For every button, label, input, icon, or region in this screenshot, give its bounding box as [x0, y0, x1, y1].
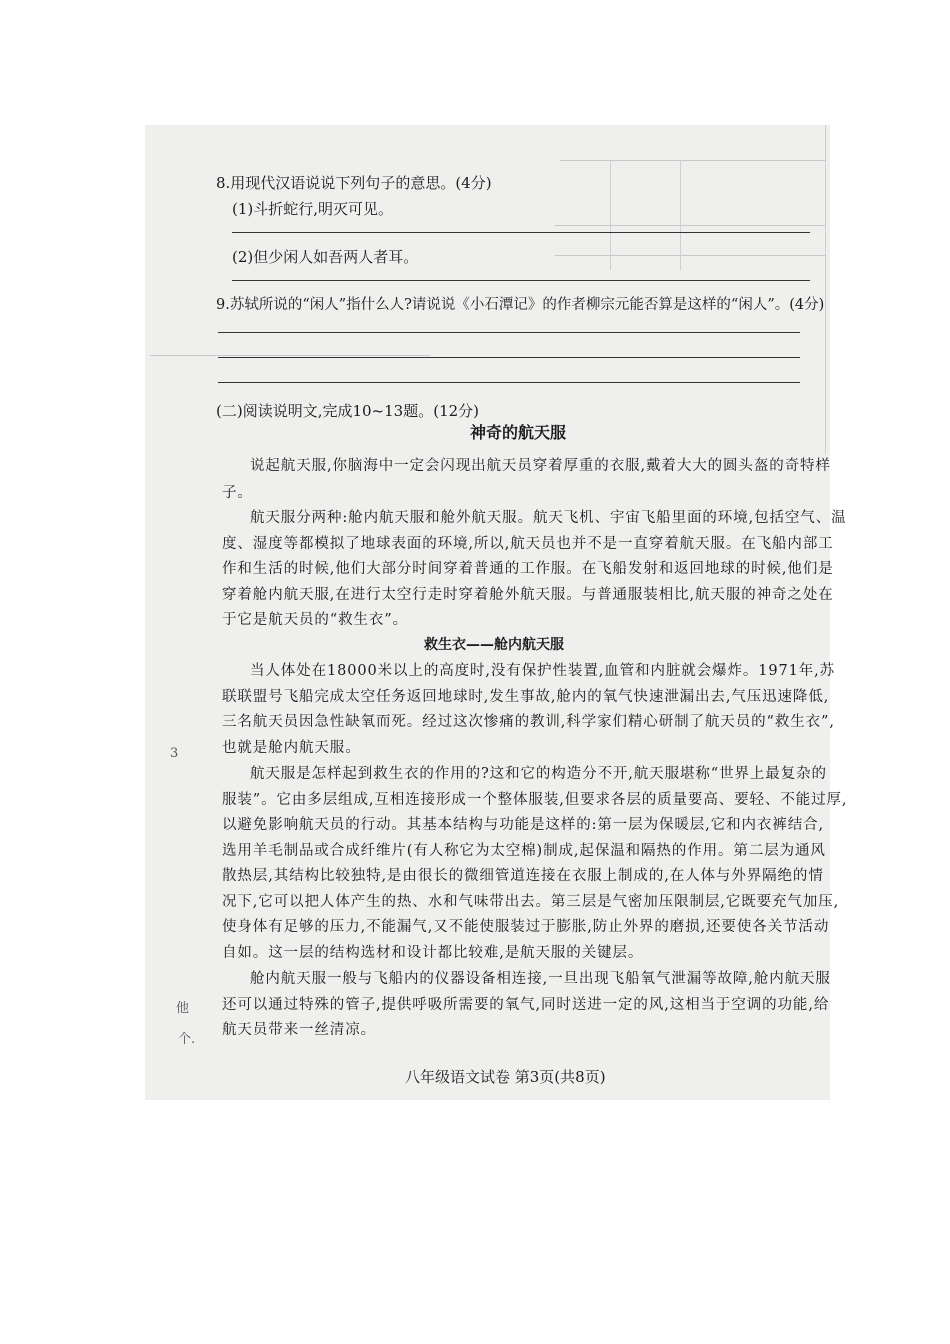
paragraph-line: 自如。这一层的结构选材和设计都比较难,是航天服的关键层。: [222, 945, 644, 961]
page-footer: 八年级语文试卷 第3页(共8页): [405, 1068, 606, 1086]
paragraph-line: 选用羊毛制品或合成纤维片(有人称它为太空棉)制成,起保温和隔热的作用。第二层为通风: [222, 843, 826, 859]
question-8-item-1: (1)斗折蛇行,明灭可见。: [232, 200, 394, 218]
paragraph-line: 三名航天员因急性缺氧而死。经过这次惨痛的教训,科学家们精心研制了航天员的“救生衣”,: [222, 714, 835, 730]
paragraph-line: 舱内航天服一般与飞船内的仪器设备相连接,一旦出现飞船氧气泄漏等故障,舱内航天服: [250, 971, 831, 987]
paragraph-line: 散热层,其结构比较独特,是由很长的微细管道连接在衣服上制成的,在人体与外界隔绝的情: [222, 868, 824, 884]
bleed-through-line: [555, 255, 825, 256]
paragraph-line: 还可以通过特殊的管子,提供呼吸所需要的氧气,同时送进一定的风,这相当于空调的功能,给: [222, 997, 830, 1013]
question-9-prompt: 9.苏轼所说的“闲人”指什么人?请说说《小石潭记》的作者柳宗元能否算是这样的“闲人”。(4分): [216, 297, 825, 313]
bleed-through-line: [150, 355, 430, 356]
paragraph-line: 况下,它可以把人体产生的热、水和气味带出去。第三层是气密加压限制层,它既要充气加压,: [222, 894, 840, 910]
paragraph-line: 当人体处在18000米以上的高度时,没有保护性装置,血管和内脏就会爆炸。1971年,苏: [250, 663, 836, 679]
answer-line[interactable]: [218, 382, 800, 383]
bleed-through-line: [560, 160, 825, 161]
answer-line[interactable]: [232, 280, 810, 281]
bleed-through-line: [610, 160, 611, 270]
margin-number: 3: [170, 746, 179, 761]
section-heading: (二)阅读说明文,完成10~13题。(12分): [216, 402, 480, 420]
bleed-through-line: [555, 225, 825, 226]
question-8-prompt: 8.用现代汉语说说下列句子的意思。(4分): [216, 174, 492, 192]
answer-line[interactable]: [218, 332, 800, 333]
paragraph-line: 也就是舱内航天服。: [222, 740, 361, 756]
bleed-through-line: [680, 160, 681, 270]
paragraph-line: 服装”。它由多层组成,互相连接形成一个整体服装,但要求各层的质量要高、要轻、不能过厚,: [222, 792, 848, 808]
paragraph-line: 说起航天服,你脑海中一定会闪现出航天员穿着厚重的衣服,戴着大大的圆头盔的奇特样: [250, 458, 831, 474]
paragraph-line: 航天服分两种:舱内航天服和舱外航天服。航天飞机、宇宙飞船里面的环境,包括空气、温: [250, 510, 847, 526]
margin-mark: 他: [176, 1001, 190, 1016]
paragraph-line: 联联盟号飞船完成太空任务返回地球时,发生事故,舱内的氧气快速泄漏出去,气压迅速降低,: [222, 689, 830, 705]
paragraph-line: 度、湿度等都模拟了地球表面的环境,所以,航天员也并不是一直穿着航天服。在飞船内部工: [222, 536, 834, 552]
article-title: 神奇的航天服: [470, 423, 567, 442]
paragraph-line: 航天服是怎样起到救生衣的作用的?这和它的构造分不开,航天服堪称“世界上最复杂的: [250, 766, 827, 782]
paragraph-line: 以避免影响航天员的行动。其基本结构与功能是这样的:第一层为保暖层,它和内衣裤结合,: [222, 817, 824, 833]
paragraph-line: 子。: [222, 485, 253, 501]
paragraph-line: 于它是航天员的“救生衣”。: [222, 612, 409, 628]
answer-line[interactable]: [232, 232, 810, 233]
paragraph-line: 穿着舱内航天服,在进行太空行走时穿着舱外航天服。与普通服装相比,航天服的神奇之处在: [222, 587, 834, 603]
bleed-through-line: [825, 125, 826, 455]
margin-mark: 个.: [178, 1032, 196, 1047]
question-8-item-2: (2)但少闲人如吾两人者耳。: [232, 248, 419, 266]
answer-line[interactable]: [218, 357, 800, 358]
paragraph-line: 使身体有足够的压力,不能漏气,又不能使服装过于膨胀,防止外界的磨损,还要使各关节活动: [222, 919, 830, 935]
article-subtitle: 救生衣——舱内航天服: [424, 637, 564, 653]
paragraph-line: 航天员带来一丝清凉。: [222, 1022, 376, 1038]
paragraph-line: 作和生活的时候,他们大部分时间穿着普通的工作服。在飞船发射和返回地球的时候,他们是: [222, 561, 834, 577]
